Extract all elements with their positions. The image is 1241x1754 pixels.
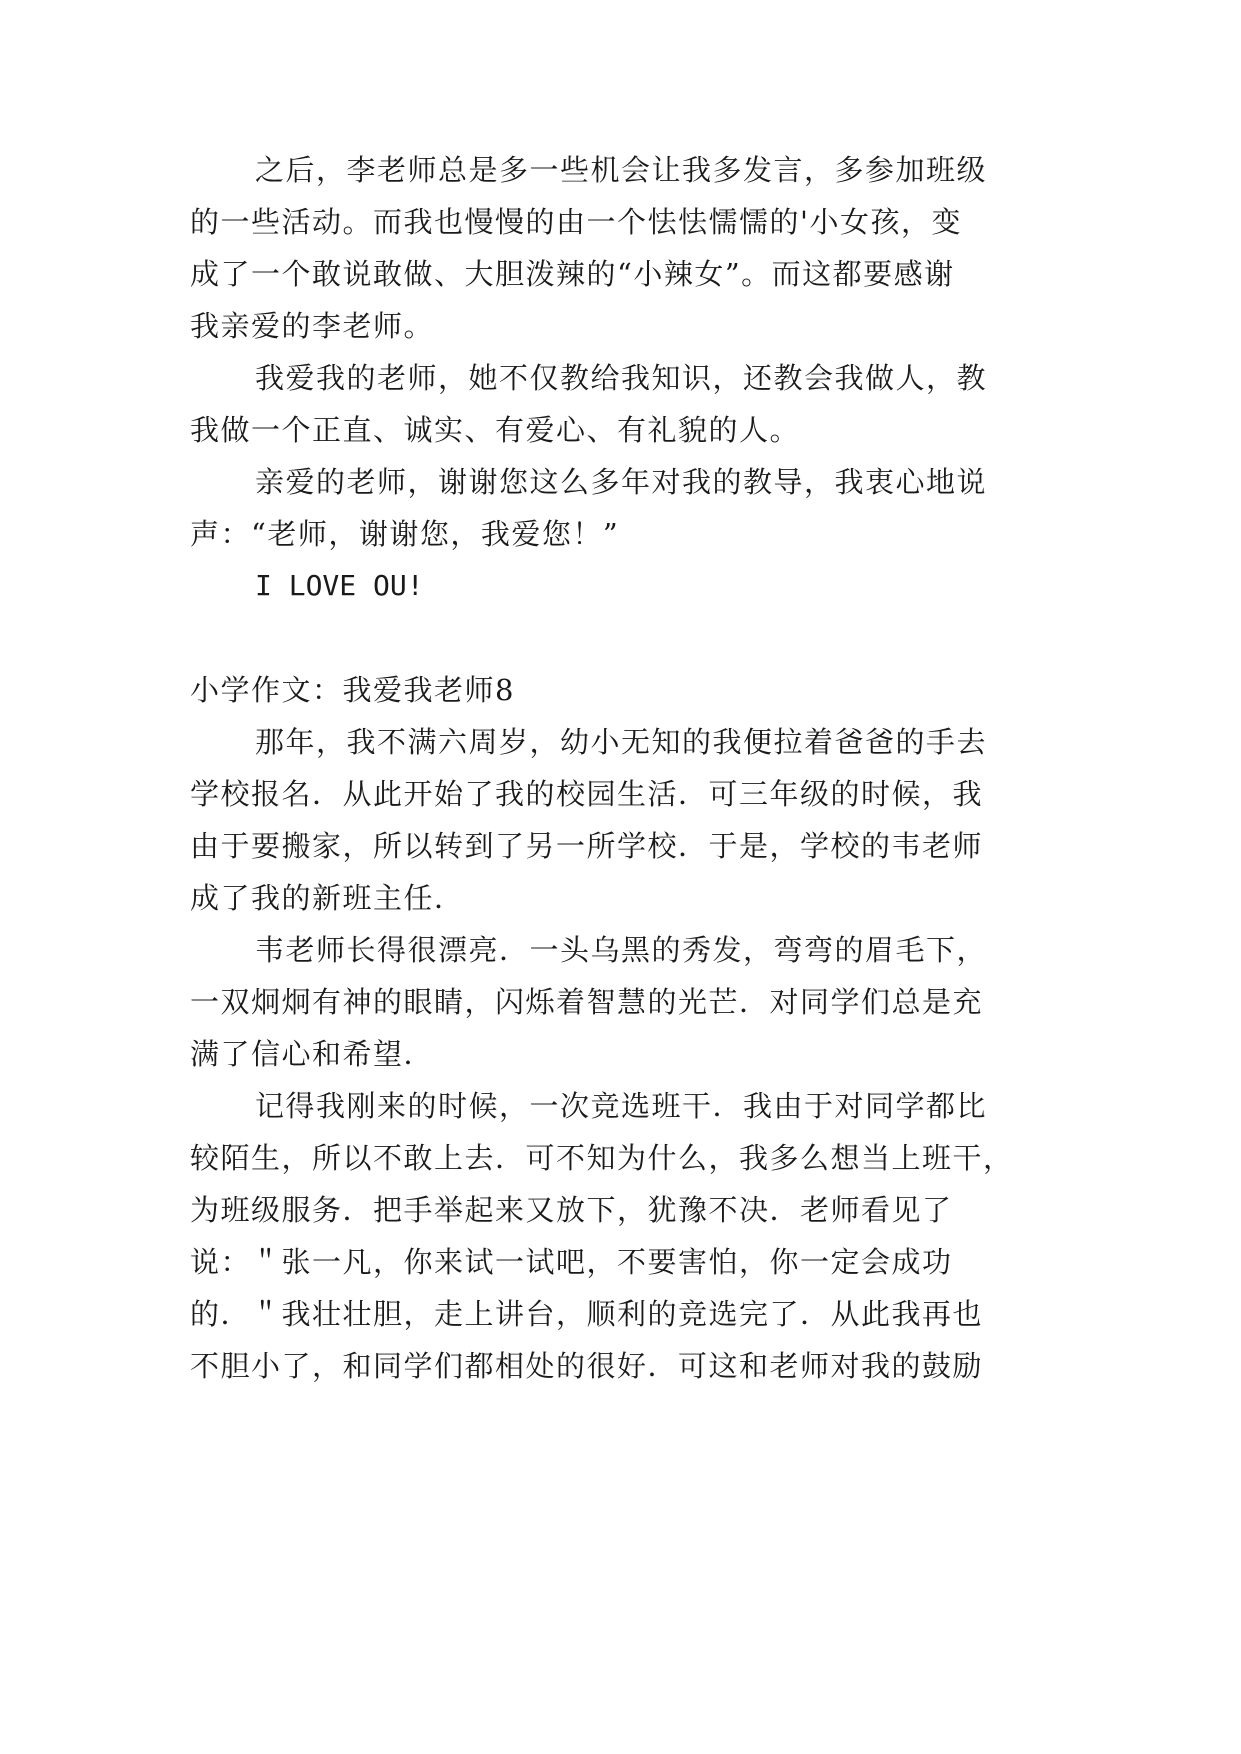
paragraph-line: 我亲爱的李老师。 [190, 309, 435, 343]
paragraph-line: 学校报名．从此开始了我的校园生活．可三年级的时候，我 [190, 777, 984, 811]
paragraph-line: 韦老师长得很漂亮．一头乌黑的秀发，弯弯的眉毛下， [255, 933, 988, 967]
paragraph-line: 一双炯炯有神的眼睛，闪烁着智慧的光芒．对同学们总是充 [190, 985, 984, 1019]
paragraph-line: 那年，我不满六周岁，幼小无知的我便拉着爸爸的手去 [255, 725, 988, 759]
paragraph-line: 由于要搬家，所以转到了另一所学校．于是，学校的韦老师 [190, 829, 984, 863]
paragraph-line: 之后，李老师总是多一些机会让我多发言，多参加班级 [255, 153, 988, 187]
paragraph-line: 的．＂我壮壮胆，走上讲台，顺利的竞选完了．从此我再也 [190, 1297, 984, 1331]
paragraph-line: 记得我刚来的时候，一次竞选班干．我由于对同学都比 [255, 1089, 988, 1123]
paragraph-line: 为班级服务．把手举起来又放下，犹豫不决．老师看见了 [190, 1193, 953, 1227]
paragraph-line: 较陌生，所以不敢上去．可不知为什么，我多么想当上班干， [190, 1141, 1014, 1175]
paragraph-line: 成了我的新班主任． [190, 881, 465, 915]
paragraph-line: 满了信心和希望． [190, 1037, 435, 1071]
paragraph-line: 我做一个正直、诚实、有爱心、有礼貌的人。 [190, 413, 801, 447]
paragraph-line: 的一些活动。而我也慢慢的由一个怯怯懦懦的'小女孩，变 [190, 205, 962, 239]
paragraph-line: I LOVE OU! [255, 569, 424, 602]
section-title: 小学作文：我爱我老师8 [190, 673, 515, 707]
paragraph-line: 我爱我的老师，她不仅教给我知识，还教会我做人，教 [255, 361, 988, 395]
paragraph-line: 成了一个敢说敢做、大胆泼辣的“小辣女”。而这都要感谢 [190, 257, 955, 291]
paragraph-line: 说：＂张一凡，你来试一试吧，不要害怕，你一定会成功 [190, 1245, 953, 1279]
paragraph-line: 声：“老师，谢谢您，我爱您！” [190, 517, 620, 551]
paragraph-line: 亲爱的老师，谢谢您这么多年对我的教导，我衷心地说 [255, 465, 988, 499]
paragraph-line: 不胆小了，和同学们都相处的很好．可这和老师对我的鼓励 [190, 1349, 984, 1383]
